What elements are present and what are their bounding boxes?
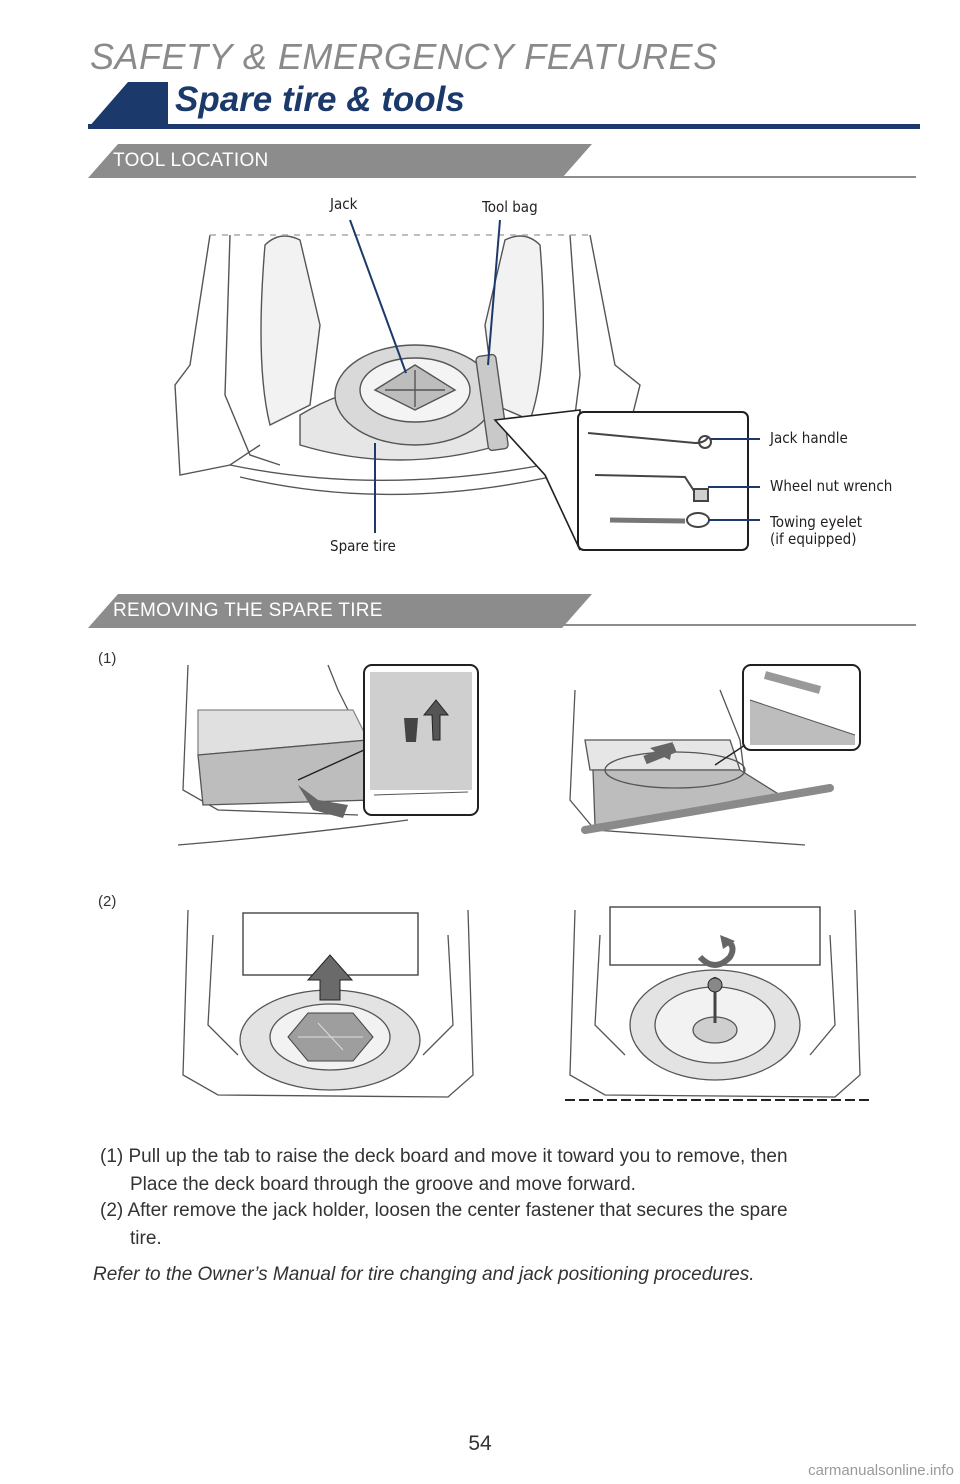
page-number: 54 <box>468 1432 492 1455</box>
step-1-tag: (1) <box>98 650 117 667</box>
removing-heading: REMOVING THE SPARE TIRE <box>113 600 383 621</box>
step-2a-illustration <box>178 905 483 1110</box>
tool-location-heading: TOOL LOCATION <box>113 150 269 171</box>
wheel-nut-wrench-callout: Wheel nut wrench <box>770 477 893 495</box>
step-1-line-1: (1) Pull up the tab to raise the deck board and move it toward you to remove, then <box>100 1146 788 1167</box>
instructions-step-2 <box>100 1197 920 1253</box>
owners-manual-note: Refer to the Owner’s Manual for tire changing and jack positioning procedures. <box>93 1264 755 1285</box>
step-2-line-2: tire. <box>130 1228 162 1249</box>
step-2-line-1: (2) After remove the jack holder, loosen the center fastener that secures the spare <box>100 1200 788 1221</box>
title-accent-tab <box>88 82 168 128</box>
instructions-step-1 <box>100 1143 920 1199</box>
chapter-title: SAFETY & EMERGENCY FEATURES <box>90 36 718 77</box>
page-title: Spare tire & tools <box>175 80 465 119</box>
tool-location-rule <box>560 176 916 178</box>
watermark: carmanualsonline.info <box>808 1462 954 1479</box>
step-1b-illustration <box>565 660 865 860</box>
cargo-area-illustration <box>170 215 760 560</box>
step-1-line-2: Place the deck board through the groove and move forward. <box>130 1174 636 1195</box>
jack-handle-callout: Jack handle <box>770 429 848 447</box>
jack-callout: Jack <box>330 195 358 213</box>
title-divider <box>88 124 920 129</box>
removing-rule <box>560 624 916 626</box>
step-2b-illustration <box>565 905 870 1110</box>
step-1a-illustration <box>178 660 483 860</box>
towing-eyelet-note: (if equipped) <box>770 530 857 548</box>
spare-tire-callout: Spare tire <box>330 537 396 555</box>
towing-eyelet-callout: Towing eyelet <box>770 513 863 531</box>
tool-bag-callout: Tool bag <box>482 198 538 216</box>
step-2-tag: (2) <box>98 893 117 910</box>
